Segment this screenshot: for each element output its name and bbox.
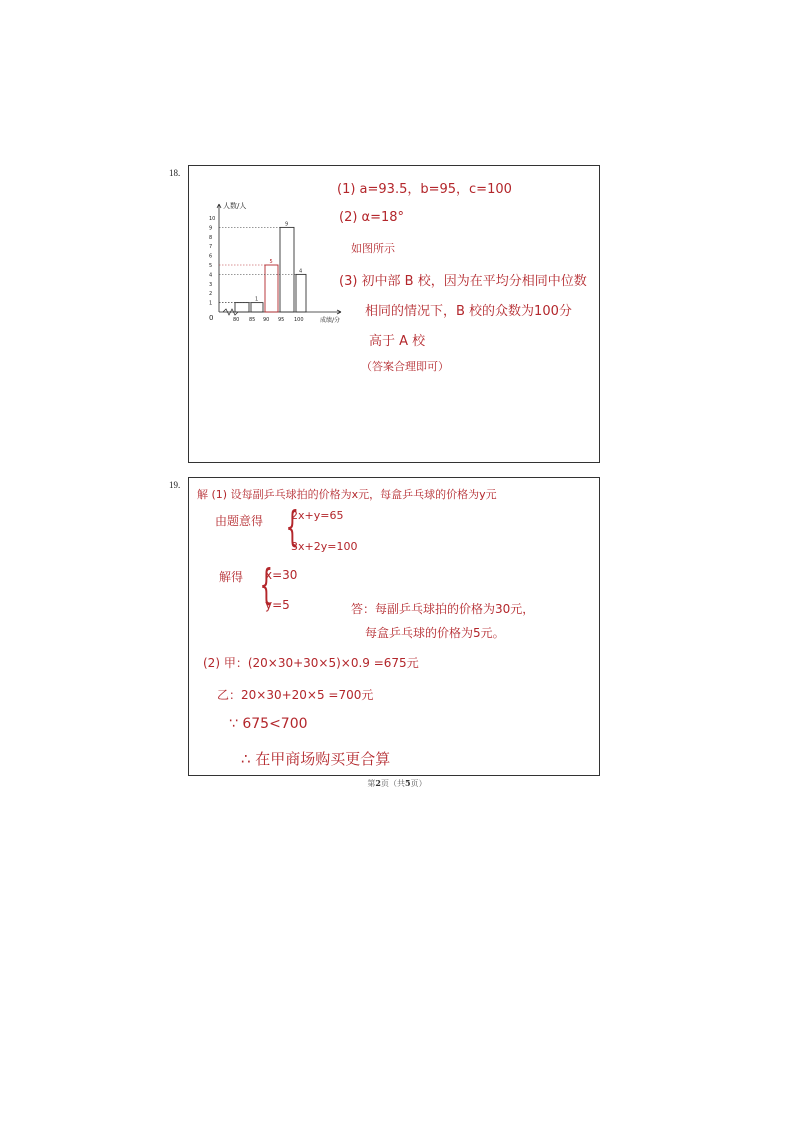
q18-answer-1: (1) a=93.5，b=95，c=100: [337, 182, 512, 197]
q19-compare: ∵ 675<700: [229, 716, 308, 732]
origin-label: 0: [209, 314, 214, 322]
q19-sol-x: x=30: [265, 568, 298, 582]
question-number-19: 19.: [169, 480, 181, 490]
bar-data-label: 4: [299, 268, 303, 275]
y-tick-label: 3: [209, 281, 213, 288]
y-tick-label: 2: [209, 291, 213, 298]
x-tick-label: 85: [249, 317, 256, 323]
histogram-bar: [296, 274, 306, 312]
histogram-bar: [265, 265, 278, 312]
y-tick-label: 8: [209, 234, 213, 241]
q18-answer-2: (2) α=18°: [339, 210, 405, 225]
y-tick-label: 5: [209, 263, 213, 269]
q19-eq-1: 2x+y=65: [291, 509, 344, 522]
x-tick-label: 90: [263, 317, 270, 323]
x-tick-label: 80: [233, 317, 240, 323]
x-tick-label: 100: [294, 317, 304, 323]
histogram-bar: [251, 303, 263, 312]
q18-answer-3-line3: 高于 A 校: [369, 334, 426, 349]
x-tick-label: 95: [278, 317, 285, 323]
q19-part2-a: (2) 甲：(20×30+30×5)×0.9 =675元: [203, 656, 419, 670]
brace-2: {: [259, 560, 274, 609]
q18-answer-3-line1: (3) 初中部 B 校，因为在平均分相同中位数: [339, 274, 587, 289]
q18-answer-note: （答案合理即可）: [361, 360, 449, 373]
x-axis-label: 成绩/分: [320, 317, 341, 324]
page-footer: 第2页（共5页）: [367, 778, 427, 788]
q19-line-1: 解 (1) 设每副乒乓球拍的价格为x元，每盒乒乓球的价格为y元: [197, 488, 497, 501]
q19-answer-1a: 答：每副乒乓球拍的价格为30元，: [351, 602, 535, 616]
answer-box-19: [188, 477, 600, 776]
q19-line-solve: 解得: [219, 570, 244, 584]
histogram-bar: [235, 303, 249, 312]
page-total: 5: [405, 778, 411, 788]
y-tick-label: 4: [209, 272, 213, 279]
y-tick-label: 6: [209, 253, 213, 260]
y-axis-label: 人数/人: [223, 202, 247, 210]
q18-answer-2-note: 如图所示: [351, 242, 395, 255]
frequency-histogram: [201, 198, 351, 348]
bar-data-label: 9: [285, 221, 289, 228]
answer-box-18: [188, 165, 600, 463]
q19-line-2: 由题意得: [215, 514, 264, 528]
q18-answer-3-line2: 相同的情况下，B 校的众数为100分: [365, 304, 572, 319]
brace-1: {: [285, 502, 300, 551]
bar-data-label: 1: [255, 296, 259, 303]
q19-sol-y: y=5: [265, 598, 290, 612]
q19-answer-1b: 每盒乒乓球的价格为5元。: [365, 626, 505, 640]
histogram-bar: [280, 227, 294, 312]
bar-data-label: 5: [269, 259, 273, 265]
q19-part2-b: 乙：20×30+20×5 =700元: [217, 688, 374, 702]
q19-conclusion: ∴ 在甲商场购买更合算: [241, 750, 391, 768]
q19-eq-2: 3x+2y=100: [291, 540, 358, 553]
y-tick-label: 9: [209, 225, 213, 232]
y-tick-label: 7: [209, 244, 213, 251]
y-tick-label: 10: [209, 216, 216, 222]
y-tick-label: 1: [209, 300, 213, 307]
question-number-18: 18.: [169, 168, 181, 178]
page-number: 2: [375, 778, 381, 788]
